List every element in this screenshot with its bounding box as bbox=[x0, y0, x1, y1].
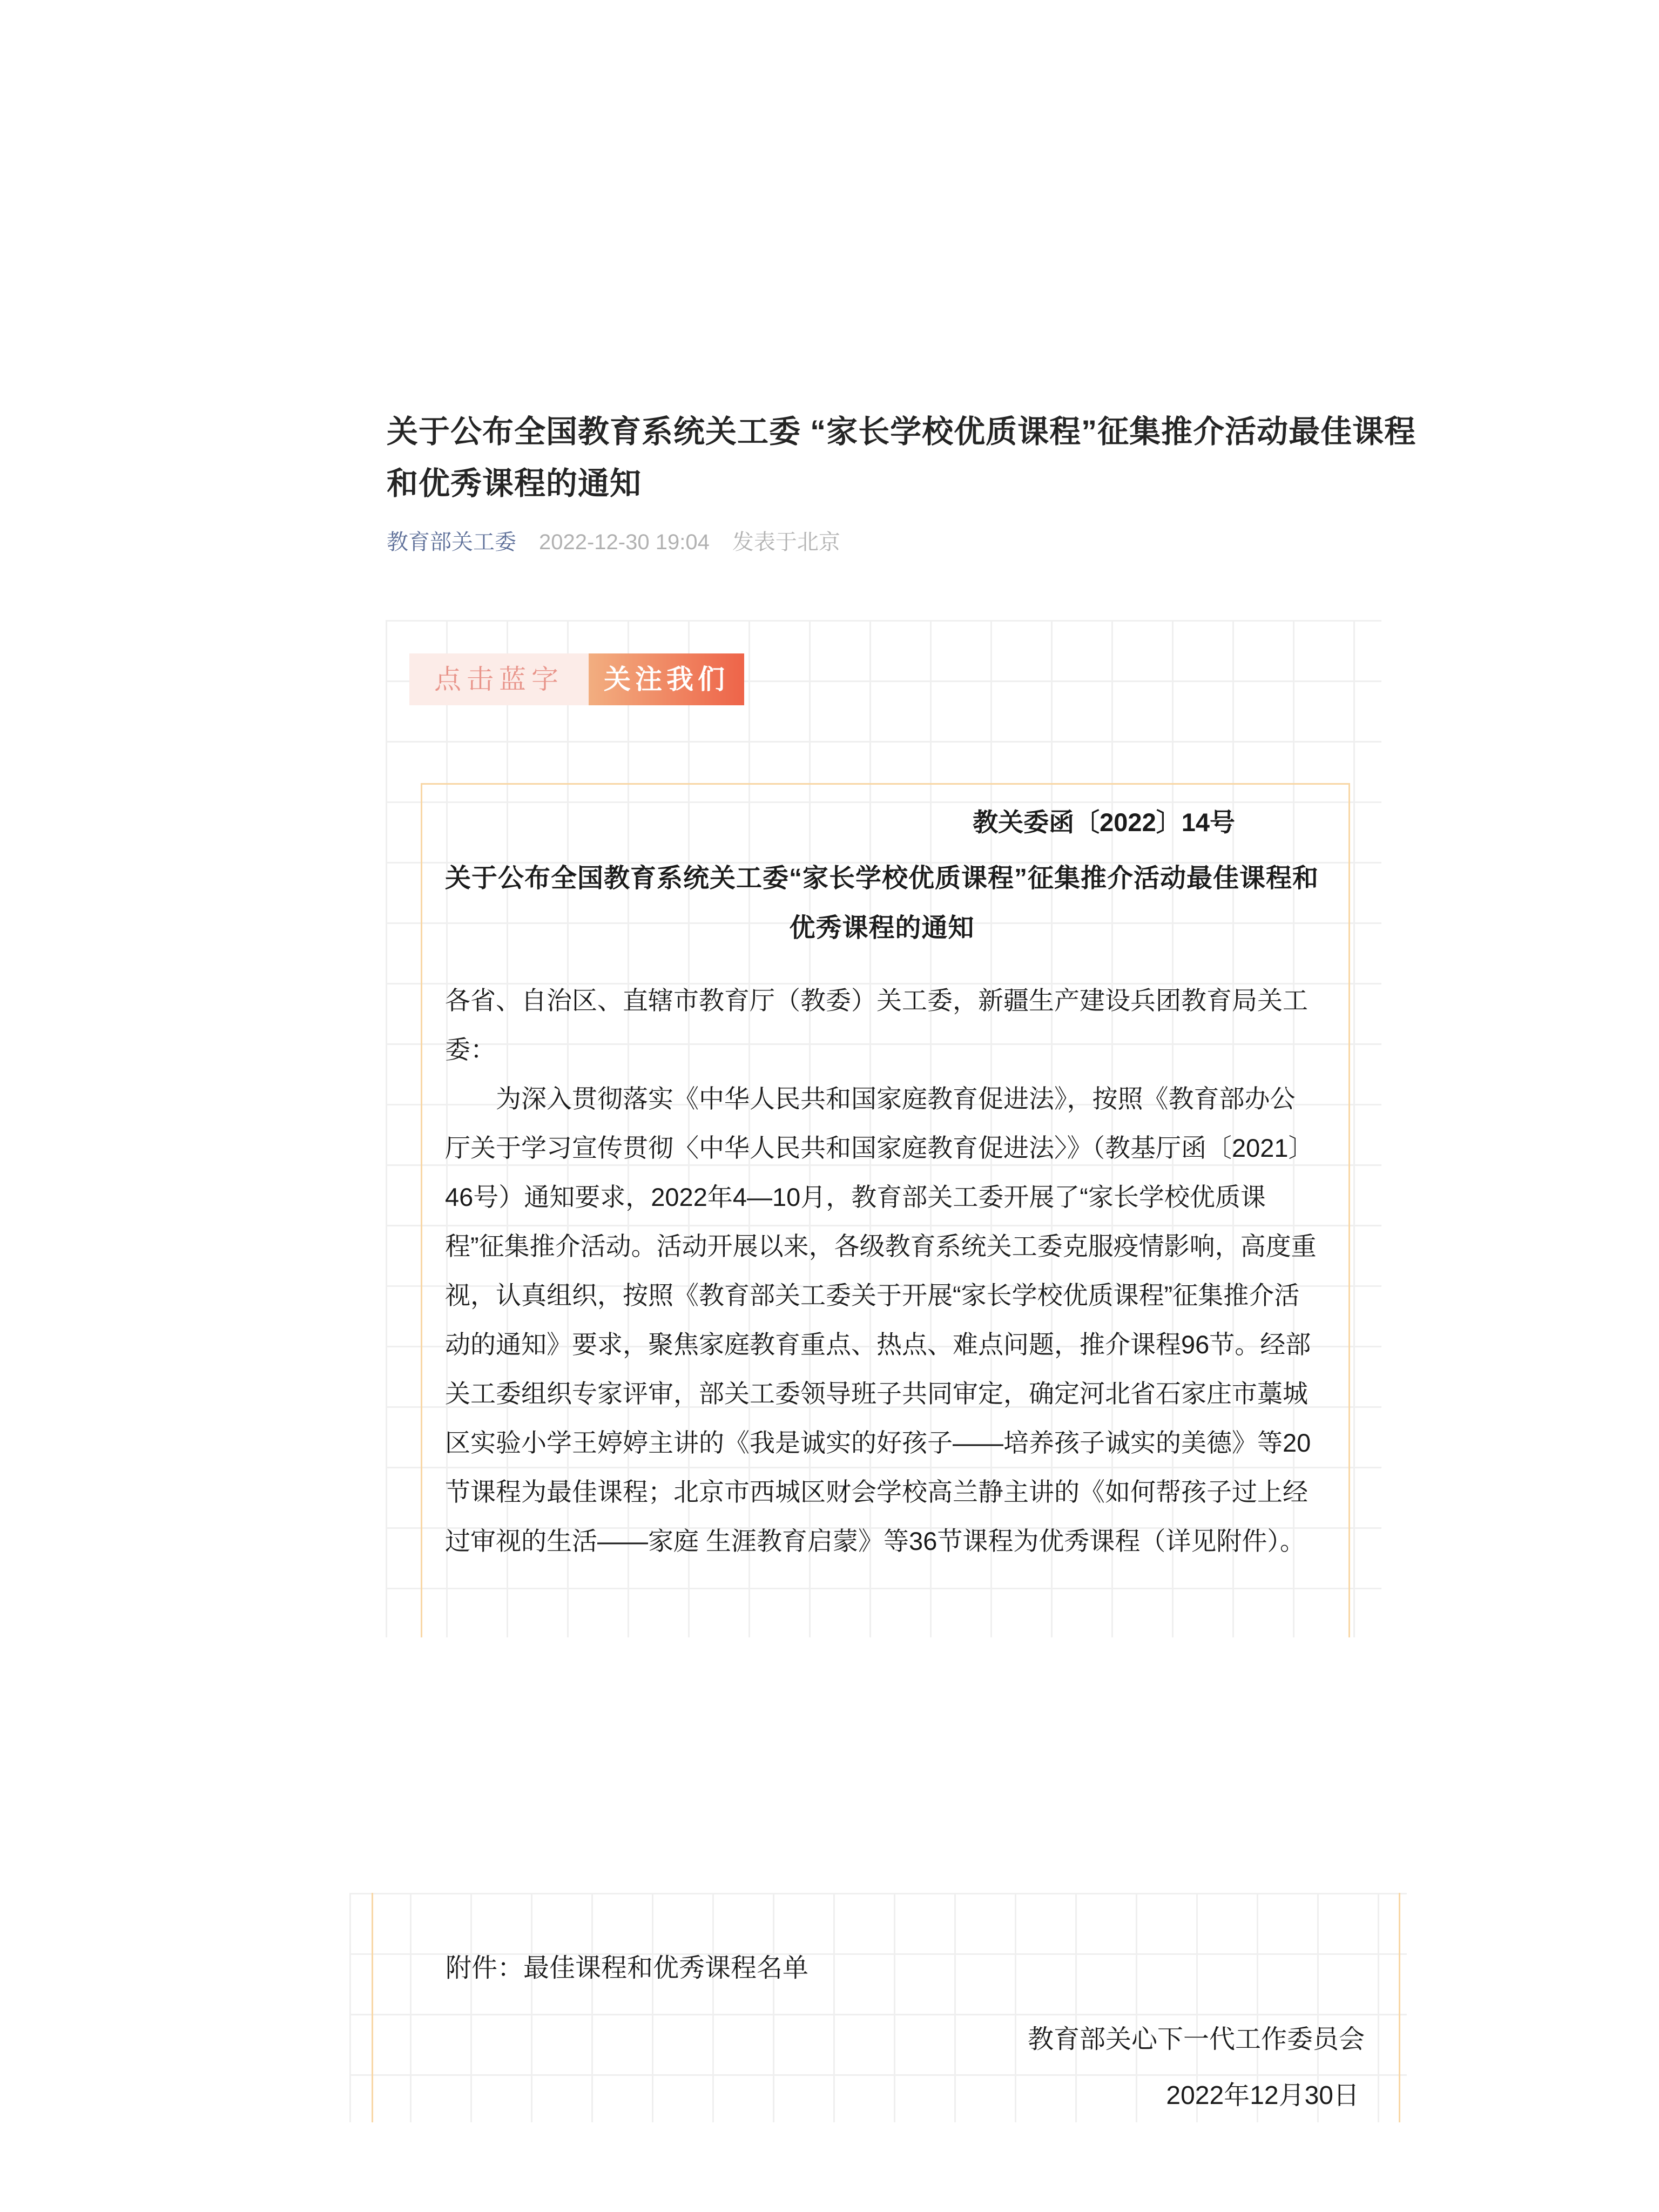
signer-name: 教育部关心下一代工作委员会 bbox=[1027, 2025, 1365, 2054]
publish-location: 发表于北京 bbox=[732, 530, 840, 554]
click-blue-text-label: 点击蓝字 bbox=[409, 653, 589, 705]
notice-image bbox=[386, 620, 1381, 1637]
doc-body-paragraph: 为深入贯彻落实《中华人民共和国家庭教育促进法》，按照《教育部办公厅关于学习宣传贯彻〈中华人民共和国家庭教育促进法〉》（教基厅函〔2021〕46号）通知要求，2022年4—10月，教育部关工委开展了“家长学校优质课程”征集推介活动。活动开展以来，各级教育系统关工委克服疫情影响，高度重视，认真组织，按照《教育部关工委关于开展“家长学校优质课程”征集推介活动的通知》要求，聚焦家庭教育重点、热点、难点问题，推介课程96节。经部关工委组织专家评审，部关工委领导班子共同审定，确定河北省石家庄市藁城区实验小学王婷婷主讲的《我是诚实的好孩子——培养孩子诚实的美德》等20节课程为最佳课程；北京市西城区财会学校高兰静主讲的《如何帮孩子过上经过审视的生活——家庭 生涯教育启蒙》等36节课程为优秀课程（详见附件）。 bbox=[445, 1084, 1317, 1555]
notice-document-box bbox=[421, 783, 1350, 1637]
account-name-link[interactable]: 教育部关工委 bbox=[387, 530, 516, 554]
signature-image bbox=[349, 1893, 1407, 2122]
publish-timestamp: 2022-12-30 19:04 bbox=[539, 530, 710, 554]
signature-date: 2022年12月30日 bbox=[1166, 2081, 1359, 2110]
follow-banner bbox=[409, 653, 744, 705]
doc-title: 关于公布全国教育系统关工委“家长学校优质课程”征集推介活动最佳课程和优秀课程的通知 bbox=[445, 864, 1319, 942]
attachment-line: 附件：最佳课程和优秀课程名单 bbox=[446, 1954, 809, 1982]
follow-us-button[interactable]: 关注我们 bbox=[589, 653, 744, 705]
article-title: 关于公布全国教育系统关工委 “家长学校优质课程”征集推介活动最佳课程和优秀课程的通知 bbox=[387, 414, 1417, 501]
article-byline bbox=[387, 527, 840, 558]
doc-salutation: 各省、自治区、直辖市教育厅（教委）关工委，新疆生产建设兵团教育局关工委： bbox=[445, 986, 1308, 1064]
doc-reference-number: 教关委函〔2022〕14号 bbox=[973, 808, 1235, 837]
